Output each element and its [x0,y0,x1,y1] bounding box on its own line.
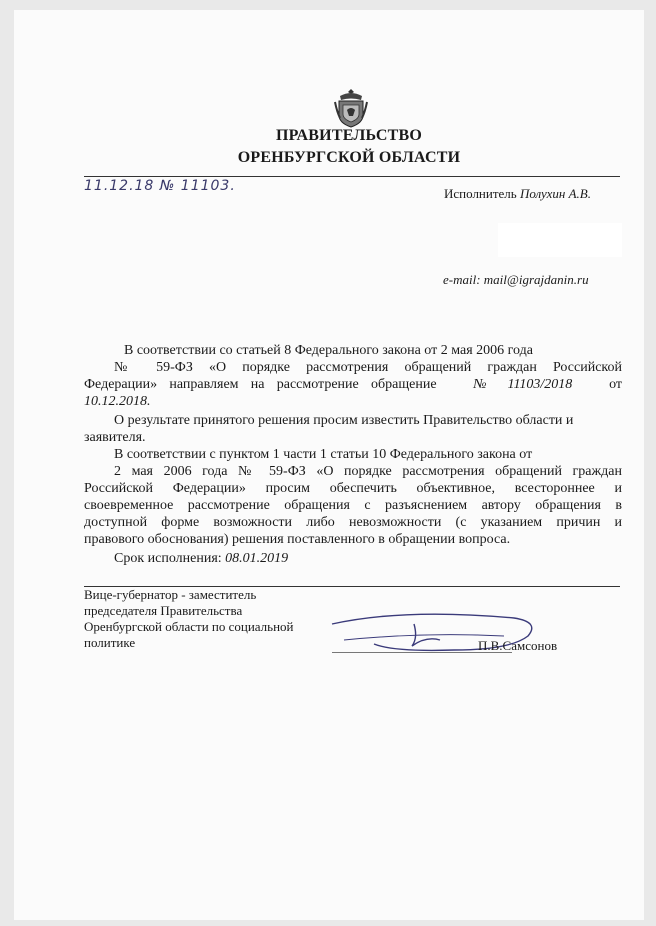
p3-line-5: доступной форме возможности либо невозможности (с указанием причин и [84,515,622,530]
deadline-label: Срок исполнения: [114,551,226,566]
coat-of-arms-icon [334,88,368,128]
p1-line-1: В соответствии со статьей 8 Федерального закона от 2 мая 2006 года [124,343,533,358]
appeal-number: № 11103/2018 [473,377,573,392]
executor-name: Полухин А.В. [519,186,591,201]
p1-line-3-text: Федерации» направляем на рассмотрение обращение [84,377,437,392]
signer-name: П.В.Самсонов [478,638,558,653]
position-line-1: Вице-губернатор - заместитель [84,587,257,602]
p1-line-3-from: от [609,377,623,392]
position-line-2: председателя Правительства [84,603,243,618]
p1-line-2: № 59-ФЗ «О порядке рассмотрения обращений граждан Российской [114,360,622,375]
handwritten-registration-number: 11.12.18 № 11103. [84,178,236,194]
contact-email: e-mail: mail@igrajdanin.ru [443,272,589,287]
p2-line-1: О результате принятого решения просим известить Правительство области и [114,413,574,428]
redacted-area [498,223,622,257]
paragraph-3 [84,446,622,548]
appeal-date: 10.12.2018. [84,394,151,409]
p3-line-3: Российской Федерации» просим обеспечить объективное, всестороннее и [84,481,622,496]
p1-line-3 [84,376,622,393]
p3-line-2: 2 мая 2006 года № 59-ФЗ «О порядке рассмотрения обращений граждан [114,464,622,479]
executor-line [444,186,591,202]
p3-line-4: своевременное рассмотрение обращения с разъяснением автору обращения в [84,498,622,513]
p2-line-2: заявителя. [84,430,146,445]
document-page [14,10,644,920]
deadline-value: 08.01.2019 [225,551,289,566]
paragraph-2 [84,412,622,446]
signer-position [84,587,294,651]
org-name-line-1: ПРАВИТЕЛЬСТВО [275,127,423,144]
p3-line-6: правового обоснования) решения поставленного в обращении вопроса. [84,532,511,547]
deadline-line [84,550,622,567]
position-line-4: политике [84,635,136,650]
org-name-line-2: ОРЕНБУРГСКОЙ ОБЛАСТИ [237,149,461,166]
paragraph-1 [84,342,622,410]
position-line-3: Оренбургской области по социальной [84,619,294,634]
header-divider [84,176,620,177]
deadline [84,550,622,567]
executor-label: Исполнитель [444,186,520,201]
p3-line-1: В соответствии с пунктом 1 части 1 статьи 10 Федерального закона от [114,447,533,462]
